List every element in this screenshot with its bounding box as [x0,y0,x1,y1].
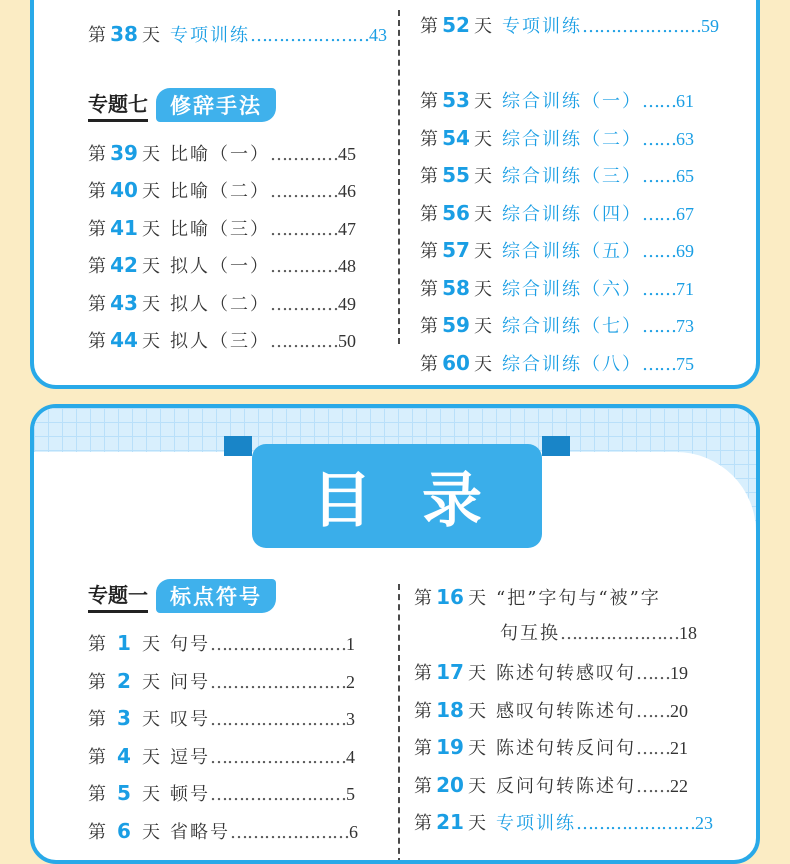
day-number: 40 [110,178,138,203]
day-prefix: 第 [420,316,438,337]
toc-entry-day-1[interactable] [88,628,355,658]
day-number: 55 [442,163,470,187]
day-number: 3 [117,706,131,730]
entry-title: 综合训练（三） [502,166,642,187]
day-number: 38 [110,22,138,46]
page-number: 46 [338,181,356,202]
section-label: 专题一 [88,579,148,613]
leader-dots: ………… [270,218,338,240]
entry-title: 比喻（三） [170,218,270,240]
page-number: 65 [676,166,694,186]
toc-entry-day-19[interactable] [414,732,688,762]
leader-dots: ………………… [250,25,369,46]
page-number: 48 [338,256,356,277]
day-suffix: 天 [474,128,492,150]
leader-dots: …………………… [210,671,346,693]
day-number: 1 [117,631,131,655]
section-topic-badge: 标点符号 [156,579,276,613]
page-number: 19 [670,663,688,683]
day-number: 41 [110,215,138,240]
day-prefix: 第 [88,256,106,278]
leader-dots: ………… [270,331,338,352]
page-number: 45 [338,144,356,164]
day-number: 2 [117,668,131,693]
day-suffix: 天 [468,813,486,834]
day-number: 19 [436,735,464,759]
day-number: 21 [436,810,464,834]
day-number: 58 [442,275,470,300]
day-suffix: 天 [468,700,486,722]
leader-dots: …… [636,738,670,759]
page-number: 21 [670,738,688,758]
day-prefix: 第 [420,278,438,300]
day-number: 42 [110,253,138,278]
toc-entry-day-21[interactable] [414,807,713,837]
toc-entry-day-5[interactable] [88,778,355,808]
day-number: 53 [442,88,470,112]
entry-title: 综合训练（六） [502,278,642,300]
toc-panel-bottom [30,404,760,864]
page-number: 61 [676,91,694,111]
day-suffix: 天 [474,91,492,112]
leader-dots: ………………… [560,623,679,644]
leader-dots: …… [642,316,676,337]
column-divider [398,584,400,864]
day-prefix: 第 [414,813,432,834]
day-prefix: 第 [420,91,438,112]
day-suffix: 天 [474,16,492,37]
leader-dots: …… [642,203,676,225]
day-number: 17 [436,660,464,684]
leader-dots: ………………… [582,16,701,37]
day-suffix: 天 [474,203,492,225]
day-number: 44 [110,328,138,352]
day-prefix: 第 [88,331,106,352]
section-header-seven [88,87,276,123]
toc-entry-day-59[interactable] [420,310,694,340]
entry-title: “把”字句与“被”字 [496,588,661,609]
day-number: 5 [117,781,131,805]
column-divider [398,10,400,344]
day-number: 6 [117,818,131,843]
entry-title: 比喻（一） [170,144,270,165]
day-prefix: 第 [88,784,106,805]
day-suffix: 天 [474,241,492,262]
page-number: 2 [346,671,355,692]
day-suffix: 天 [142,821,160,843]
day-suffix: 天 [142,256,160,278]
toc-entry-day-56[interactable] [420,198,694,228]
toc-entry-day-16[interactable] [414,582,661,612]
page-number: 18 [679,623,697,643]
toc-entry-day-42[interactable] [88,250,356,280]
entry-title: 综合训练（七） [502,316,642,337]
contents-heading: 目录 [312,466,532,536]
toc-entry-day-2[interactable] [88,666,355,696]
page-number: 5 [346,784,355,804]
day-suffix: 天 [142,218,160,240]
page-number: 50 [338,331,356,351]
toc-entry-day-55[interactable] [420,160,694,190]
entry-title: 省略号 [170,821,230,843]
leader-dots: …… [642,166,676,187]
toc-entry-day-3[interactable] [88,703,355,733]
toc-entry-day-54[interactable] [420,123,694,153]
day-number: 16 [436,585,464,609]
day-prefix: 第 [88,218,106,240]
day-prefix: 第 [88,293,106,315]
day-number: 56 [442,200,470,225]
toc-entry-day-40[interactable] [88,175,356,205]
entry-title: 综合训练（一） [502,91,642,112]
leader-dots: …… [636,700,670,722]
page-number: 47 [338,218,356,239]
leader-dots: …… [642,241,676,262]
entry-title: 拟人（一） [170,256,270,278]
day-suffix: 天 [142,144,160,165]
day-prefix: 第 [88,144,106,165]
entry-title: 专项训练 [502,16,582,37]
day-number: 4 [117,743,131,768]
section-topic-badge: 修辞手法 [156,88,276,122]
day-prefix: 第 [88,709,106,730]
day-prefix: 第 [88,181,106,203]
page-number: 22 [670,775,688,796]
entry-title: 综合训练（五） [502,241,642,262]
day-prefix: 第 [420,241,438,262]
page-number: 59 [701,16,719,36]
page-number: 63 [676,128,694,149]
day-prefix: 第 [414,663,432,684]
leader-dots: …… [642,91,676,112]
entry-title: 句号 [170,634,210,655]
leader-dots: ………… [270,181,338,203]
toc-entry-day-41[interactable] [88,213,356,243]
day-suffix: 天 [474,353,492,375]
day-suffix: 天 [468,738,486,759]
page-number: 67 [676,203,694,224]
page-number: 71 [676,278,694,299]
day-suffix: 天 [142,634,160,655]
day-prefix: 第 [414,738,432,759]
day-prefix: 第 [420,166,438,187]
page-number: 20 [670,700,688,721]
day-suffix: 天 [142,784,160,805]
day-suffix: 天 [142,293,160,315]
toc-entry-day-16-cont[interactable] [500,618,697,648]
entry-title: 比喻（二） [170,181,270,203]
day-suffix: 天 [468,588,486,609]
day-suffix: 天 [468,663,486,684]
day-number: 57 [442,238,470,262]
day-number: 18 [436,697,464,722]
entry-title: 专项训练 [170,25,250,46]
day-prefix: 第 [420,16,438,37]
toc-entry-day-18[interactable] [414,695,688,725]
entry-title: 陈述句转感叹句 [496,663,636,684]
day-suffix: 天 [142,671,160,693]
day-suffix: 天 [474,316,492,337]
day-prefix: 第 [420,203,438,225]
page-number: 73 [676,316,694,336]
leader-dots: ………………… [576,813,695,834]
entry-title-cont: 句互换 [500,623,560,644]
day-suffix: 天 [142,331,160,352]
toc-entry-day-6[interactable] [88,816,358,846]
day-prefix: 第 [88,671,106,693]
page-number: 1 [346,634,355,654]
day-suffix: 天 [142,181,160,203]
day-prefix: 第 [88,634,106,655]
entry-title: 逗号 [170,746,210,768]
day-prefix: 第 [420,353,438,375]
page-number: 3 [346,709,355,729]
leader-dots: …… [636,663,670,684]
day-number: 59 [442,313,470,337]
leader-dots: …… [642,128,676,150]
day-suffix: 天 [474,278,492,300]
day-number: 52 [442,13,470,37]
entry-title: 反问句转陈述句 [496,775,636,797]
day-suffix: 天 [468,775,486,797]
page-number: 69 [676,241,694,261]
entry-title: 叹号 [170,709,210,730]
day-number: 60 [442,350,470,375]
toc-panel-top [30,0,760,389]
day-suffix: 天 [142,746,160,768]
leader-dots: …… [642,353,676,375]
entry-title: 感叹句转陈述句 [496,700,636,722]
entry-title: 综合训练（四） [502,203,642,225]
toc-entry-day-57[interactable] [420,235,694,265]
day-suffix: 天 [142,25,160,46]
toc-entry-day-20[interactable] [414,770,688,800]
leader-dots: ………… [270,256,338,278]
leader-dots: …………………… [210,784,346,805]
section-header-one [88,578,276,614]
day-number: 20 [436,772,464,797]
leader-dots: …………………… [210,709,346,730]
page-number: 6 [349,821,358,842]
leader-dots: ………… [270,293,338,315]
day-prefix: 第 [420,128,438,150]
day-prefix: 第 [414,588,432,609]
entry-title: 综合训练（二） [502,128,642,150]
toc-entry-day-39[interactable] [88,138,356,168]
title-tab-ear-left [224,436,252,456]
entry-title: 拟人（二） [170,293,270,315]
toc-entry-day-44[interactable] [88,325,356,355]
day-suffix: 天 [142,709,160,730]
leader-dots: …………………… [210,746,346,768]
page-number: 75 [676,353,694,374]
toc-entry-day-53[interactable] [420,85,694,115]
leader-dots: …… [636,775,670,797]
leader-dots: …… [642,278,676,300]
section-label: 专题七 [88,88,148,122]
title-plate [252,444,542,548]
day-prefix: 第 [414,700,432,722]
leader-dots: …………………… [210,634,346,655]
entry-title: 问号 [170,671,210,693]
entry-title: 拟人（三） [170,331,270,352]
leader-dots: ………… [270,144,338,165]
toc-entry-day-4[interactable] [88,741,355,771]
leader-dots: ………………… [230,821,349,843]
entry-title: 综合训练（八） [502,353,642,375]
day-prefix: 第 [88,821,106,843]
page-number: 4 [346,746,355,767]
title-tab-ear-right [542,436,570,456]
page-number: 23 [695,813,713,833]
entry-title: 顿号 [170,784,210,805]
day-number: 54 [442,125,470,150]
page-number: 43 [369,25,387,45]
entry-title: 陈述句转反问句 [496,738,636,759]
toc-entry-day-17[interactable] [414,657,688,687]
entry-title: 专项训练 [496,813,576,834]
toc-entry-day-52[interactable] [420,10,719,40]
day-prefix: 第 [88,25,106,46]
toc-entry-day-38[interactable] [88,19,387,49]
page-number: 49 [338,293,356,314]
toc-entry-day-60[interactable] [420,348,694,378]
toc-entry-day-43[interactable] [88,288,356,318]
day-prefix: 第 [414,775,432,797]
day-number: 39 [110,141,138,165]
day-prefix: 第 [88,746,106,768]
day-suffix: 天 [474,166,492,187]
toc-entry-day-58[interactable] [420,273,694,303]
day-number: 43 [110,290,138,315]
